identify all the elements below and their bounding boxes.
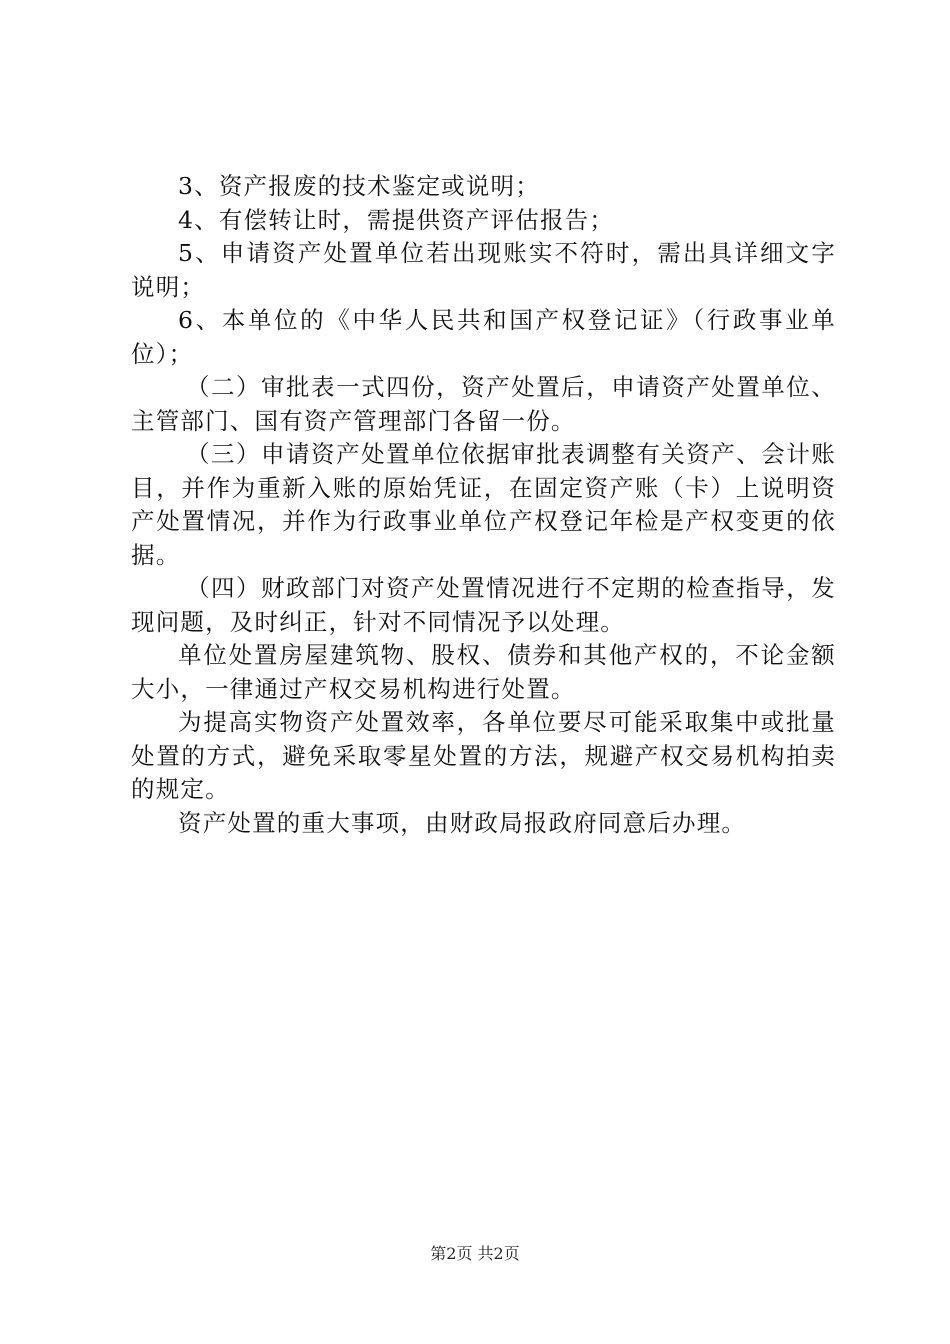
paragraph-item-6: 6、本单位的《中华人民共和国产权登记证》（行政事业单位）； (131, 306, 836, 368)
paragraph-item-4: 4、有偿转让时，需提供资产评估报告； (178, 205, 615, 234)
paragraph-item-3: 3、资产报废的技术鉴定或说明； (178, 172, 540, 200)
paragraph-item-5: 5、申请资产处置单位若出现账实不符时，需出具详细文字说明； (131, 239, 836, 301)
paragraph-section-2: （二）审批表一式四份，资产处置后，申请资产处置单位、主管部门、国有资产管理部门各留一份。 (131, 373, 836, 435)
document-body (131, 170, 836, 840)
paragraph-section-3: （三）申请资产处置单位依据审批表调整有关资产、会计账目，并作为重新入账的原始凭证，在固定资产账（卡）上说明资产处置情况，并作为行政事业单位产权登记年检是产权变更的依据。 (131, 440, 836, 569)
page-number-footer: 第2页 共2页 (430, 1244, 520, 1263)
paragraph-section-4: （四）财政部门对资产处置情况进行不定期的检查指导，发现问题，及时纠正，针对不同情况予以处理。 (131, 574, 836, 636)
paragraph-efficiency: 为提高实物资产处置效率，各单位要尽可能采取集中或批量处置的方式，避免采取零星处置的方法，规避产权交易机构拍卖的规定。 (131, 708, 836, 803)
paragraph-major-matters: 资产处置的重大事项，由财政局报政府同意后办理。 (178, 808, 747, 837)
paragraph-property-disposal: 单位处置房屋建筑物、股权、债券和其他产权的，不论金额大小，一律通过产权交易机构进行处置。 (131, 641, 836, 703)
